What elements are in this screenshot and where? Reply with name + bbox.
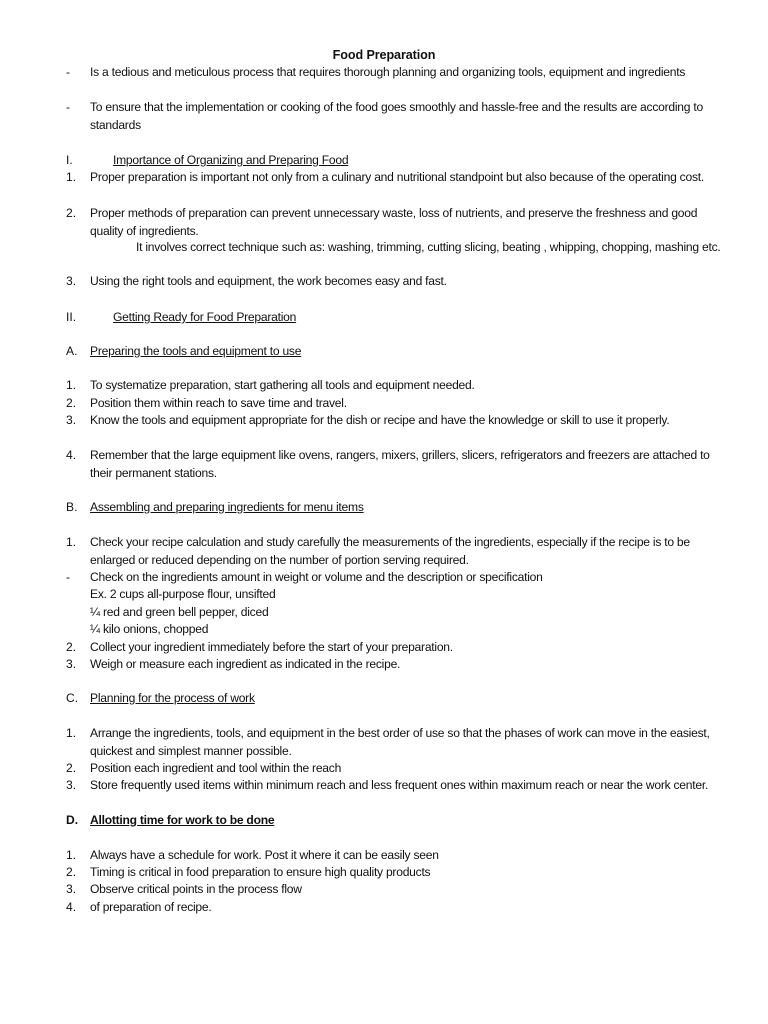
example-line: ¼ kilo onions, chopped [90,622,209,636]
list-text: To systematize preparation, start gathering all tools and equipment needed. [90,378,475,392]
list-number: 2. [66,396,77,410]
list-number: 3. [66,274,77,288]
list-number: 1. [66,848,77,862]
list-text: Using the right tools and equipment, the work becomes easy and fast. [90,274,447,288]
list-number: 2. [66,206,77,220]
intro-text: To ensure that the implementation or cooking of the food goes smoothly and hassle-free and the results are according to standards [90,100,703,132]
list-text: Position them within reach to save time and travel. [90,396,347,410]
list-number: 3. [66,882,77,896]
subsection-letter: C. [66,691,79,705]
dash-text: Check on the ingredients amount in weight or volume and the description or specification [90,570,543,584]
subsection-letter: D. [66,813,79,827]
list-text: Collect your ingredient immediately before the start of your preparation. [90,640,453,654]
list-text: Check your recipe calculation and study carefully the measurements of the ingredients, especially if the recipe is to be enlarged or reduced depending on the number of portion serving required. [90,535,690,567]
bullet-marker: - [66,100,71,114]
list-text: Know the tools and equipment appropriate for the dish or recipe and have the knowledge or skill to use it properly. [90,413,670,427]
subsection-title: Assembling and preparing ingredients for menu items [90,500,364,514]
list-number: 1. [66,378,77,392]
subsection-letter: A. [66,344,78,358]
example-line: ¼ red and green bell pepper, diced [90,605,269,619]
list-text: Timing is critical in food preparation to ensure high quality products [90,865,431,879]
list-number: 3. [66,657,77,671]
example-line: Ex. 2 cups all-purpose flour, unsifted [90,587,276,601]
bullet-marker: - [66,65,71,79]
list-number: 1. [66,726,77,740]
list-text: Weigh or measure each ingredient as indicated in the recipe. [90,657,401,671]
list-number: 1. [66,170,77,184]
list-text: Observe critical points in the process flow [90,882,302,896]
list-text: Remember that the large equipment like ovens, rangers, mixers, grillers, slicers, refrigerators and freezers are attached to their permanent stations. [90,448,710,480]
subsection-title: Planning for the process of work [90,691,255,705]
list-text: Position each ingredient and tool within the reach [90,761,342,775]
list-number: 3. [66,778,77,792]
list-text: Always have a schedule for work. Post it where it can be easily seen [90,848,439,862]
list-text: Store frequently used items within minimum reach and less frequent ones within maximum reach or near the work center. [90,778,709,792]
list-number: 2. [66,865,77,879]
subsection-letter: B. [66,500,78,514]
subsection-title: Allotting time for work to be done [90,813,275,827]
section-number: II. [66,310,77,324]
list-text: of preparation of recipe. [90,900,212,914]
intro-text: Is a tedious and meticulous process that requires thorough planning and organizing tools, equipment and ingredients [90,65,686,79]
list-number: 3. [66,413,77,427]
page-title: Food Preparation [332,48,436,62]
section-title: Importance of Organizing and Preparing Food [113,153,349,167]
list-number: 2. [66,640,77,654]
subsection-title: Preparing the tools and equipment to use [90,344,302,358]
section-number: I. [66,153,73,167]
indented-note: It involves correct technique such as: washing, trimming, cutting slicing, beating , whipping, chopping, mashing etc. [136,240,721,254]
list-text: Proper methods of preparation can prevent unnecessary waste, loss of nutrients, and preserve the freshness and good quality of ingredients. [90,206,698,238]
list-text: Proper preparation is important not only from a culinary and nutritional standpoint but also because of the operating cost. [90,170,704,184]
list-number: 4. [66,900,77,914]
list-number: 2. [66,761,77,775]
list-number: 1. [66,535,77,549]
list-text: Arrange the ingredients, tools, and equipment in the best order of use so that the phases of work can move in the easiest, quickest and simplest manner possible. [90,726,710,758]
bullet-marker: - [66,570,71,584]
list-number: 4. [66,448,77,462]
section-title: Getting Ready for Food Preparation [113,310,297,324]
